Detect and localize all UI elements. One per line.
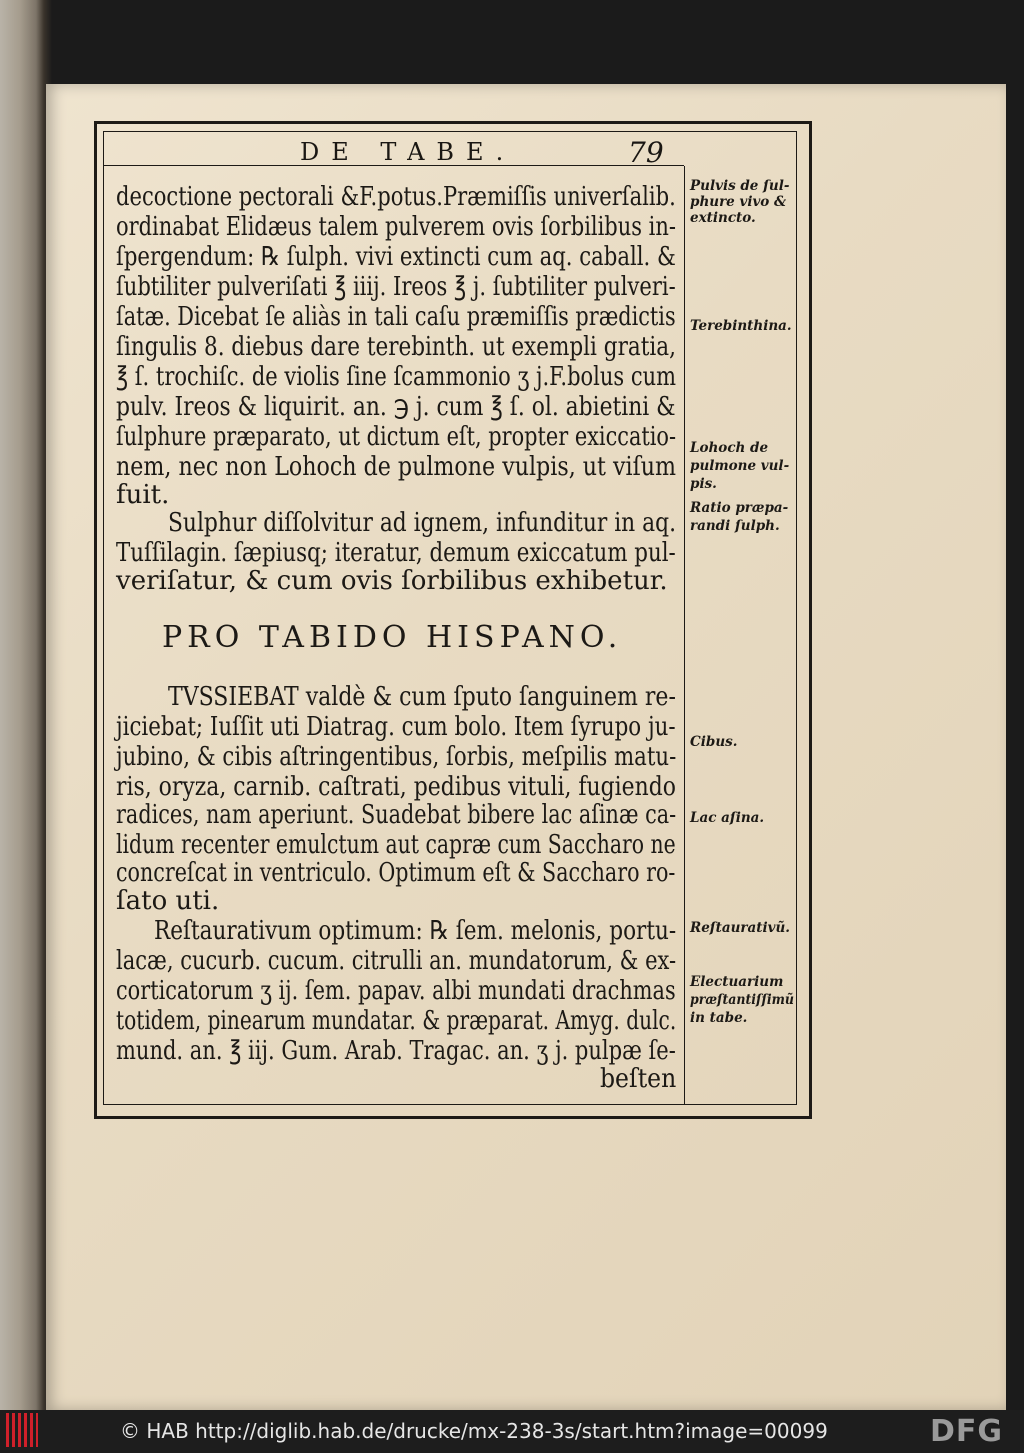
marginal-note: pulmone vul- <box>690 458 790 474</box>
text-line: totidem, pinearum mundatar. & præparat. Amyg. dulc. <box>116 1006 677 1036</box>
marginal-note: Cibus. <box>690 734 738 750</box>
text-line: radices, nam aperiunt. Suadebat bibere lac aſinæ ca- <box>116 800 677 830</box>
text-line: corticatorum ʒ ij. ſem. papav. albi mundati drachmas <box>116 976 676 1006</box>
page-number: 79 <box>628 136 664 169</box>
marginal-note: Reſtaurativũ. <box>690 920 790 936</box>
marginal-note: Electuarium <box>690 974 784 990</box>
text-line: Sulphur diſſolvitur ad ignem, infunditur in aq. <box>168 508 676 538</box>
text-line: lacæ, cucurb. cucum. citrulli an. mundatorum, & ex- <box>116 946 677 976</box>
text-line: ſingulis 8. diebus dare terebinth. ut exempli gratia, <box>116 332 676 362</box>
text-line: ℥ ſ. trochiſc. de violis ſine ſcammonio ʒ j.F.bolus cum <box>116 362 676 392</box>
marginal-note: præſtantiſſimũ <box>690 992 795 1008</box>
marginal-note: Ratio præpa- <box>690 500 789 516</box>
marginal-note: pis. <box>690 476 717 492</box>
running-head: DE TABE. <box>300 138 516 166</box>
text-line: pulv. Ireos & liquirit. an. ℈ j. cum ℥ ſ. ol. abietini & <box>116 392 676 422</box>
text-line: ordinabat Elidæus talem pulverem ovis ſorbilibus in- <box>116 212 676 242</box>
citation-link[interactable]: © HAB http://diglib.hab.de/drucke/mx-238-3s/start.htm?image=00099 <box>120 1419 828 1443</box>
text-line: Reſtaurativum optimum: ℞ ſem. melonis, portu- <box>154 916 677 946</box>
marginal-note: randi ſulph. <box>690 518 780 534</box>
text-line: ſpergendum: ℞ ſulph. vivi extincti cum aq. caball. & <box>116 242 676 272</box>
text-line: nem, nec non Lohoch de pulmone vulpis, ut viſum <box>116 452 677 482</box>
text-line: mund. an. ℥ iij. Gum. Arab. Tragac. an. ʒ j. pulpæ ſe- <box>116 1036 676 1066</box>
marginal-note: Lac aſina. <box>690 810 765 826</box>
section-heading: PRO TABIDO HISPANO. <box>162 620 623 655</box>
marginal-note: extincto. <box>690 210 756 226</box>
text-line: jubino, & cibis aſtringentibus, ſorbis, meſpilis matu- <box>116 742 677 772</box>
hab-logo-icon <box>6 1413 38 1447</box>
text-line: concreſcat in ventriculo. Optimum eſt & Saccharo ro- <box>116 858 676 888</box>
text-line: lidum recenter emulctum aut capræ cum Saccharo ne <box>116 830 676 860</box>
marginal-note: Pulvis de ſul- <box>690 178 790 194</box>
text-line: beſten <box>600 1064 677 1094</box>
text-line: decoctione pectorali &F.potus.Præmiſſis univerſalib. <box>116 182 676 212</box>
margin-column-rule <box>684 166 685 1104</box>
marginal-note: Lohoch de <box>690 440 769 456</box>
text-line: ſubtiliter pulveriſati ℥ iiij. Ireos ℥ j. ſubtiliter pulveri- <box>116 272 676 302</box>
text-line: Tuſſilagin. ſæpiusq; iteratur, demum exiccatum pul- <box>116 538 676 568</box>
marginal-note: Terebinthina. <box>690 318 792 334</box>
text-line: ris, oryza, carnib. caſtrati, pedibus vituli, fugiendo <box>116 772 677 802</box>
text-line: ſulphure præparato, ut dictum eſt, propter exiccatio- <box>116 422 677 452</box>
dfg-logo: DFG <box>930 1414 1004 1449</box>
text-line: TVSSIEBAT valdè & cum ſputo ſanguinem re- <box>168 682 676 712</box>
marginal-note: in tabe. <box>690 1010 748 1026</box>
text-line: ſatæ. Dicebat ſe aliàs in tali caſu præmiſſis prædictis <box>116 302 676 332</box>
text-line: jiciebat; Iuſſit uti Diatrag. cum bolo. Item ſyrupo ju- <box>116 712 676 742</box>
marginal-note: phure vivo & <box>690 194 787 210</box>
text-line: ſato uti. <box>116 886 220 916</box>
text-line: fuit. <box>116 480 170 510</box>
text-line: veriſatur, & cum ovis ſorbilibus exhibetur. <box>116 566 668 596</box>
